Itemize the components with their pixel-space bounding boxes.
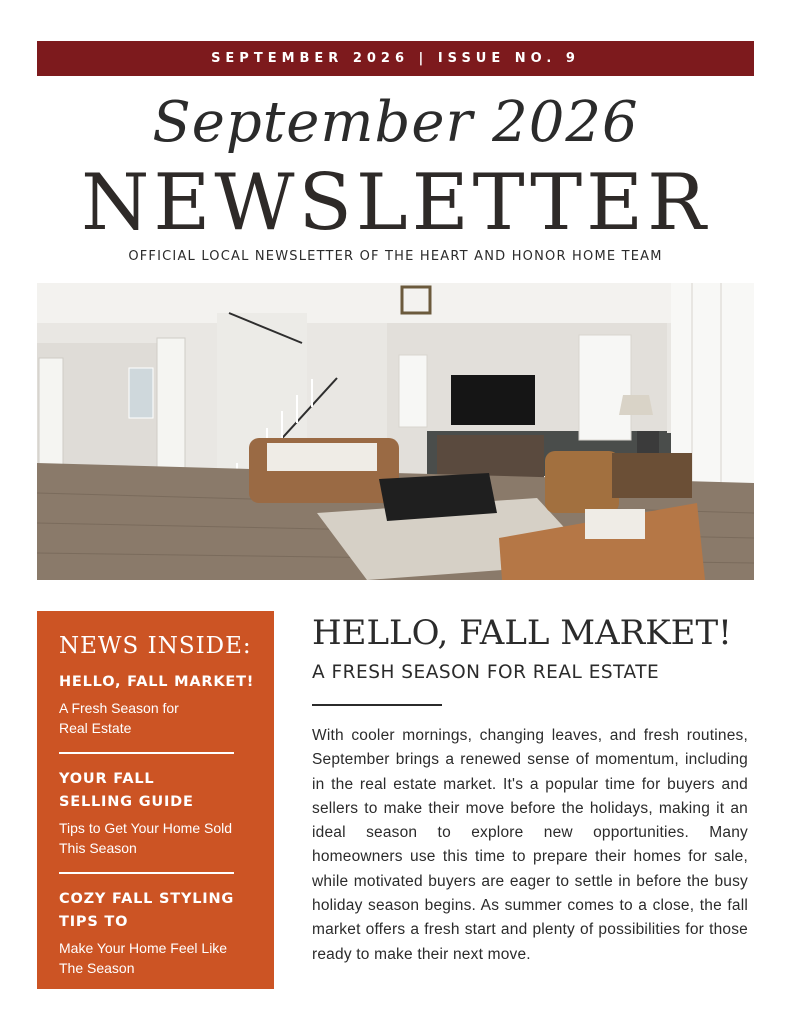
hero-living-room-photo — [37, 283, 754, 580]
article-title: HELLO, FALL MARKET! — [312, 613, 732, 653]
sidebar-item-desc: Tips to Get Your Home Sold This Season — [59, 820, 233, 856]
issue-banner — [37, 41, 754, 76]
newsletter-title: NEWSLETTER — [81, 158, 710, 248]
sidebar-item[interactable] — [59, 671, 258, 738]
sidebar-divider — [59, 752, 234, 754]
sidebar-item-title: COZY FALL STYLING TIPS TO — [59, 891, 235, 930]
issue-banner-text: SEPTEMBER 2026 | ISSUE NO. 9 — [211, 51, 580, 66]
sidebar-item-title: HELLO, FALL MARKET! — [59, 674, 255, 690]
sidebar-divider — [59, 872, 234, 874]
news-inside-panel — [37, 611, 274, 989]
sidebar-item-desc: Make Your Home Feel Like The Season — [59, 940, 228, 976]
news-inside-heading: NEWS INSIDE: — [59, 633, 252, 659]
sidebar-item[interactable] — [59, 888, 258, 978]
newsletter-subtitle: OFFICIAL LOCAL NEWSLETTER OF THE HEART AND HONOR HOME TEAM — [128, 249, 663, 264]
article-subtitle: A FRESH SEASON FOR REAL ESTATE — [312, 662, 660, 683]
sidebar-item[interactable] — [59, 768, 258, 858]
article-body: With cooler mornings, changing leaves, and fresh routines, September brings a renewed sense of momentum, including in the real estate market. It's a popular time for buyers and sellers to make their move before the holidays, making it an ideal season to explore new opportunities. Many homeowners use this time to prepare their homes for sale, while motivated buyers are eager to settle in before the busy holiday season begins. As summer comes to a close, the fall market offers a fresh start and plenty of possibilities for those ready to make their next move. — [312, 727, 748, 963]
living-room-illustration — [37, 283, 754, 580]
sidebar-item-title: YOUR FALL SELLING GUIDE — [59, 771, 194, 810]
script-title: September 2026 — [152, 90, 639, 155]
sidebar-item-desc: A Fresh Season for Real Estate — [59, 700, 179, 736]
article-divider — [312, 704, 442, 706]
